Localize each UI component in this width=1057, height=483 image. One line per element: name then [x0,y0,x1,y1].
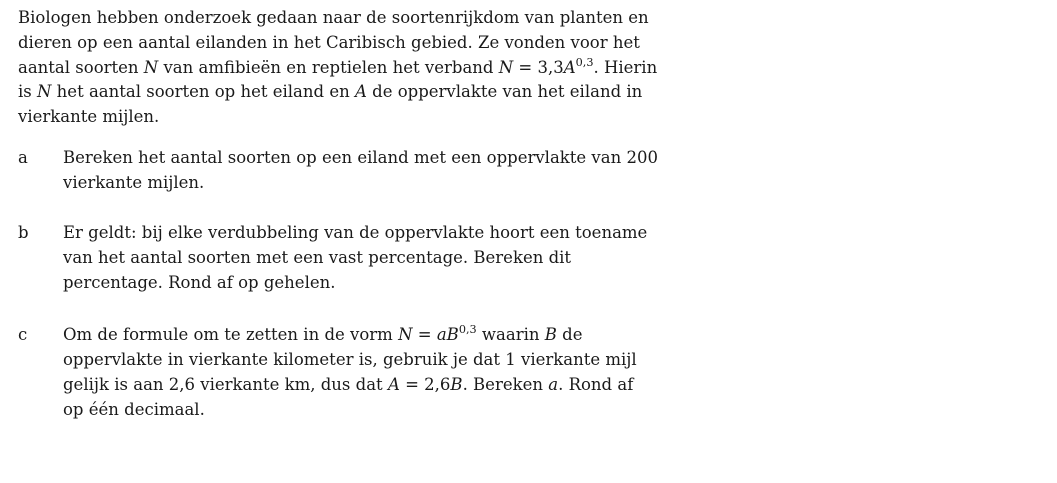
variable-a: A [354,82,367,102]
variable-a: a [548,374,559,394]
formula-conversion [388,375,463,394]
formula-n: N [498,57,514,77]
formula-b: B [446,324,459,344]
question-c-text-5: . Rond af op één decimaal. [63,374,634,419]
question-c-text-2: waarin [476,324,545,344]
variable-n: N [37,82,52,102]
formula-a: a [436,324,447,344]
formula-coefficient: = 3,3 [513,57,564,77]
formula-exponent: 0,3 [458,323,477,337]
formula-equals: = [412,324,437,344]
formula-target [398,325,477,344]
intro-text-5: de oppervlakte van het eiland in vierkante mijlen. [18,82,643,127]
exercise-page [18,6,658,422]
intro-text-2: van amfibieën en reptielen het verband [158,57,499,77]
formula-n: N [398,324,413,344]
formula-b: B [450,374,463,394]
question-c-text-4: . Bereken [462,374,549,394]
question-letter: c [18,324,28,344]
intro-text-4: het aantal soorten op het eiland en [51,82,355,102]
question-text [63,322,658,422]
variable-n: N [143,57,159,77]
question-b [18,220,658,295]
intro-text-1: Biologen hebben onderzoek gedaan naar de soortenrijkdom van planten en dieren op een aantal eilanden in het Caribisch gebied. Ze vonden voor het aantal soorten [18,8,649,77]
question-letter: a [18,147,28,167]
formula-a: A [387,374,400,394]
question-a [18,145,658,195]
question-c-text-3: de oppervlakte in vierkante kilometer is, gebruik je dat 1 vierkante mijl gelijk is aan 2,6 vierkante km, dus dat [63,324,637,394]
formula-n-equals [498,55,594,77]
question-c [18,322,658,422]
question-c-text-1: Om de formule om te zetten in de vorm [63,324,399,344]
formula-exponent: 0,3 [575,55,594,69]
question-text: Er geldt: bij elke verdubbeling van de oppervlakte hoort een toename van het aantal soorten met een vast percentage. Bereken dit percentage. Rond af op gehelen. [63,222,648,292]
question-text: Bereken het aantal soorten op een eiland met een oppervlakte van 200 vierkante mijlen. [63,147,658,192]
formula-equals: = 2,6 [399,374,451,394]
formula-a: A [563,57,576,77]
variable-b: B [544,324,557,344]
intro-paragraph [18,6,658,130]
intro-text-3: . Hierin is [18,57,658,102]
question-letter: b [18,222,29,242]
